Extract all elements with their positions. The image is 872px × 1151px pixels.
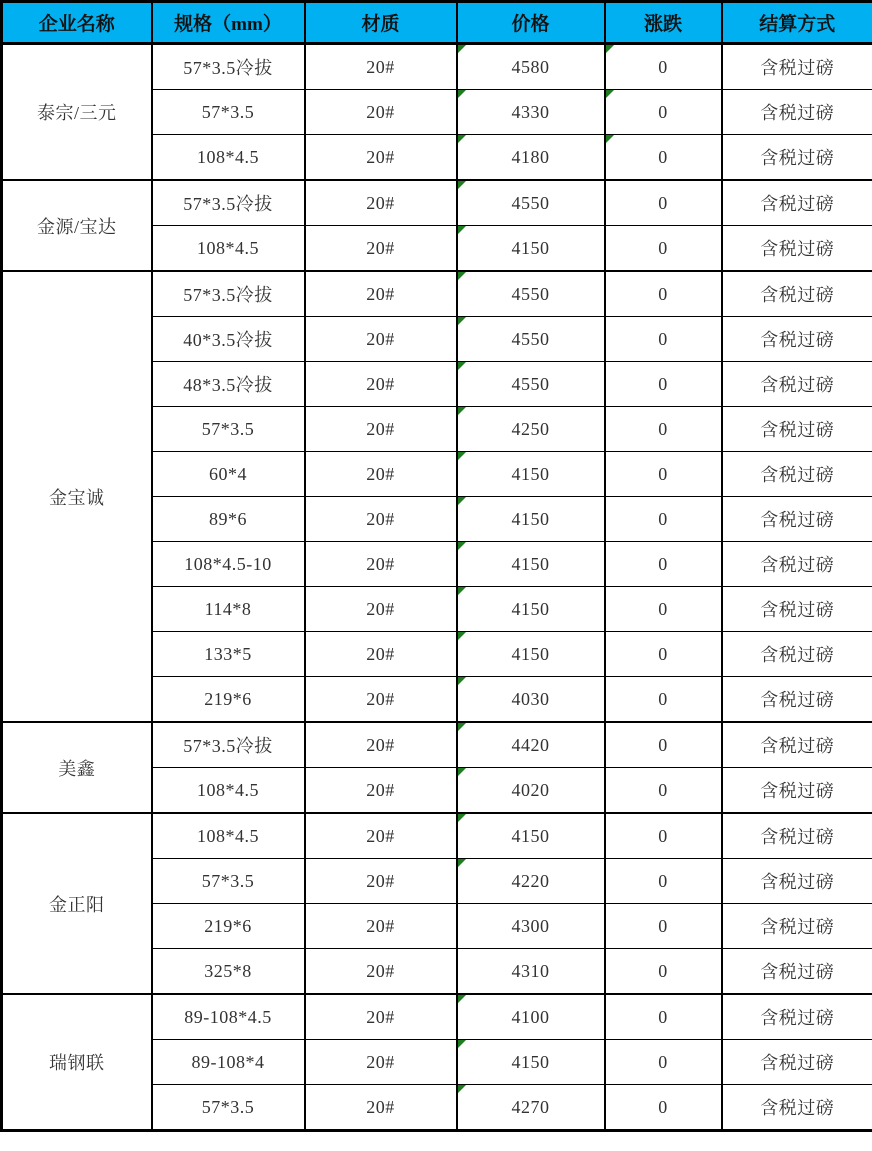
material-cell	[305, 452, 457, 497]
settlement-cell-text: 含税过磅	[760, 962, 835, 982]
settlement-cell-text: 含税过磅	[760, 917, 835, 937]
settlement-cell	[722, 722, 872, 768]
price-cell-text: 4550	[511, 328, 550, 349]
settlement-cell	[722, 949, 872, 995]
spec-cell	[152, 135, 305, 181]
settlement-cell-text: 含税过磅	[760, 645, 835, 665]
settlement-cell	[722, 317, 872, 362]
change-cell	[605, 722, 722, 768]
company-cell	[2, 44, 152, 181]
spec-cell-text: 57*3.5	[201, 418, 255, 439]
spec-cell	[152, 180, 305, 226]
settlement-cell-text: 含税过磅	[760, 465, 835, 485]
price-cell	[457, 949, 605, 995]
spec-cell-text: 57*3.5	[201, 101, 255, 122]
price-cell	[457, 904, 605, 949]
material-cell	[305, 362, 457, 407]
price-cell-text: 4300	[511, 915, 550, 936]
material-cell	[305, 949, 457, 995]
change-cell-text: 0	[658, 598, 668, 619]
material-cell-text: 20#	[366, 1006, 395, 1027]
material-cell-text: 20#	[366, 688, 395, 709]
price-cell	[457, 542, 605, 587]
spec-cell	[152, 407, 305, 452]
change-cell	[605, 813, 722, 859]
settlement-cell	[722, 768, 872, 814]
change-cell	[605, 859, 722, 904]
material-cell	[305, 859, 457, 904]
price-cell-text: 4030	[511, 688, 550, 709]
spec-cell-text: 325*8	[204, 960, 252, 981]
table-row	[2, 180, 872, 226]
price-cell	[457, 632, 605, 677]
material-cell	[305, 180, 457, 226]
change-cell	[605, 497, 722, 542]
error-flag-triangle-icon	[458, 317, 466, 325]
settlement-cell	[722, 813, 872, 859]
error-flag-triangle-icon	[458, 362, 466, 370]
price-cell	[457, 135, 605, 181]
settlement-cell	[722, 452, 872, 497]
change-cell-text: 0	[658, 643, 668, 664]
change-cell-text: 0	[658, 870, 668, 891]
price-cell-text: 4580	[511, 56, 550, 77]
material-cell-text: 20#	[366, 56, 395, 77]
settlement-cell	[722, 859, 872, 904]
error-flag-triangle-icon	[458, 768, 466, 776]
change-cell	[605, 677, 722, 723]
settlement-cell-text: 含税过磅	[760, 690, 835, 710]
material-cell-text: 20#	[366, 101, 395, 122]
material-cell-text: 20#	[366, 1051, 395, 1072]
spec-cell-text: 133*5	[204, 643, 252, 664]
material-cell-text: 20#	[366, 779, 395, 800]
settlement-cell	[722, 677, 872, 723]
spec-cell	[152, 813, 305, 859]
spec-cell-text: 57*3.5	[201, 1096, 255, 1117]
price-cell	[457, 497, 605, 542]
spec-cell	[152, 994, 305, 1040]
material-cell	[305, 1040, 457, 1085]
material-cell-text: 20#	[366, 283, 395, 304]
change-cell-text: 0	[658, 283, 668, 304]
price-cell	[457, 1040, 605, 1085]
material-cell-text: 20#	[366, 825, 395, 846]
settlement-cell	[722, 226, 872, 272]
settlement-cell-text: 含税过磅	[760, 239, 835, 259]
material-cell	[305, 407, 457, 452]
settlement-cell-text: 含税过磅	[760, 555, 835, 575]
table-row	[2, 994, 872, 1040]
company-name: 金正阳	[49, 894, 105, 915]
spec-cell-text: 108*4.5	[197, 146, 259, 167]
spec-cell	[152, 859, 305, 904]
material-cell	[305, 135, 457, 181]
company-name: 瑞钢联	[49, 1053, 105, 1073]
change-cell	[605, 362, 722, 407]
settlement-cell-text: 含税过磅	[760, 600, 835, 620]
price-cell	[457, 407, 605, 452]
company-cell	[2, 813, 152, 994]
spec-cell-text: 57*3.5	[201, 870, 255, 891]
change-cell-text: 0	[658, 373, 668, 394]
error-flag-triangle-icon	[458, 542, 466, 550]
error-flag-triangle-icon	[458, 272, 466, 280]
error-flag-triangle-icon	[458, 859, 466, 867]
material-cell	[305, 90, 457, 135]
settlement-cell	[722, 542, 872, 587]
table-row	[2, 722, 872, 768]
error-flag-triangle-icon	[458, 135, 466, 143]
table-row	[2, 271, 872, 317]
company-cell	[2, 271, 152, 722]
change-cell-text: 0	[658, 328, 668, 349]
price-cell-text: 4150	[511, 1051, 550, 1072]
change-cell-text: 0	[658, 101, 668, 122]
change-cell-text: 0	[658, 146, 668, 167]
material-cell-text: 20#	[366, 870, 395, 891]
price-cell-text: 4180	[511, 146, 550, 167]
change-cell-text: 0	[658, 1051, 668, 1072]
price-cell-text: 4150	[511, 643, 550, 664]
error-flag-triangle-icon	[458, 995, 466, 1003]
error-flag-triangle-icon	[458, 723, 466, 731]
price-cell-text: 4250	[511, 418, 550, 439]
spec-cell	[152, 362, 305, 407]
material-cell-text: 20#	[366, 192, 395, 213]
table-header	[2, 2, 872, 44]
material-cell-text: 20#	[366, 328, 395, 349]
change-cell-text: 0	[658, 553, 668, 574]
company-name: 泰宗/三元	[36, 103, 117, 123]
change-cell	[605, 271, 722, 317]
material-cell-text: 20#	[366, 237, 395, 258]
spec-cell	[152, 1040, 305, 1085]
change-cell-text: 0	[658, 960, 668, 981]
error-flag-triangle-icon	[458, 90, 466, 98]
header-material: 材质	[305, 2, 457, 44]
settlement-cell	[722, 1085, 872, 1131]
price-cell-text: 4270	[511, 1096, 550, 1117]
material-cell	[305, 542, 457, 587]
header-settlement: 结算方式	[722, 2, 872, 44]
settlement-cell	[722, 994, 872, 1040]
price-cell	[457, 44, 605, 90]
error-flag-triangle-icon	[458, 407, 466, 415]
spec-cell-text: 108*4.5	[197, 825, 259, 846]
change-cell-text: 0	[658, 418, 668, 439]
price-cell-text: 4550	[511, 373, 550, 394]
price-cell-text: 4150	[511, 598, 550, 619]
settlement-cell-text: 含税过磅	[760, 103, 835, 123]
error-flag-triangle-icon	[606, 45, 614, 53]
change-cell	[605, 407, 722, 452]
spec-cell-text: 89-108*4	[191, 1051, 265, 1072]
price-cell-text: 4220	[511, 870, 550, 891]
settlement-cell-text: 含税过磅	[760, 1008, 835, 1028]
header-company: 企业名称	[2, 2, 152, 44]
price-cell	[457, 452, 605, 497]
change-cell-text: 0	[658, 1006, 668, 1027]
price-cell	[457, 587, 605, 632]
price-cell-text: 4150	[511, 237, 550, 258]
settlement-cell-text: 含税过磅	[760, 736, 835, 756]
settlement-cell-text: 含税过磅	[760, 510, 835, 530]
header-price: 价格	[457, 2, 605, 44]
error-flag-triangle-icon	[458, 587, 466, 595]
change-cell-text: 0	[658, 688, 668, 709]
change-cell	[605, 542, 722, 587]
price-cell-text: 4150	[511, 553, 550, 574]
spec-cell	[152, 317, 305, 362]
settlement-cell	[722, 180, 872, 226]
material-cell	[305, 317, 457, 362]
spec-cell-text: 57*3.5冷拔	[183, 58, 273, 78]
change-cell-text: 0	[658, 734, 668, 755]
price-cell-text: 4550	[511, 192, 550, 213]
settlement-cell	[722, 632, 872, 677]
header-spec: 规格（mm）	[152, 2, 305, 44]
spec-cell	[152, 587, 305, 632]
material-cell	[305, 632, 457, 677]
table-row	[2, 44, 872, 90]
error-flag-triangle-icon	[606, 135, 614, 143]
change-cell-text: 0	[658, 192, 668, 213]
material-cell	[305, 226, 457, 272]
settlement-cell-text: 含税过磅	[760, 1098, 835, 1118]
change-cell	[605, 587, 722, 632]
spec-cell-text: 108*4.5	[197, 779, 259, 800]
spec-cell	[152, 542, 305, 587]
header-change: 涨跌	[605, 2, 722, 44]
settlement-cell	[722, 271, 872, 317]
change-cell-text: 0	[658, 825, 668, 846]
settlement-cell-text: 含税过磅	[760, 872, 835, 892]
settlement-cell	[722, 904, 872, 949]
price-cell	[457, 1085, 605, 1131]
settlement-cell-text: 含税过磅	[760, 1053, 835, 1073]
material-cell-text: 20#	[366, 643, 395, 664]
spec-cell-text: 108*4.5-10	[184, 553, 272, 574]
settlement-cell	[722, 587, 872, 632]
material-cell	[305, 271, 457, 317]
spec-cell-text: 40*3.5冷拔	[183, 330, 273, 350]
material-cell	[305, 44, 457, 90]
change-cell	[605, 949, 722, 995]
material-cell	[305, 994, 457, 1040]
change-cell	[605, 994, 722, 1040]
spec-cell-text: 219*6	[204, 688, 252, 709]
price-cell	[457, 677, 605, 723]
price-cell	[457, 768, 605, 814]
material-cell-text: 20#	[366, 553, 395, 574]
spec-cell-text: 57*3.5冷拔	[183, 285, 273, 305]
error-flag-triangle-icon	[458, 677, 466, 685]
table-row	[2, 813, 872, 859]
material-cell-text: 20#	[366, 146, 395, 167]
spec-cell	[152, 677, 305, 723]
price-cell-text: 4310	[511, 960, 550, 981]
spec-cell-text: 89*6	[209, 508, 247, 529]
settlement-cell-text: 含税过磅	[760, 148, 835, 168]
error-flag-triangle-icon	[458, 1040, 466, 1048]
material-cell-text: 20#	[366, 373, 395, 394]
price-cell-text: 4150	[511, 463, 550, 484]
spec-cell	[152, 497, 305, 542]
error-flag-triangle-icon	[458, 814, 466, 822]
settlement-cell-text: 含税过磅	[760, 420, 835, 440]
material-cell-text: 20#	[366, 960, 395, 981]
settlement-cell-text: 含税过磅	[760, 781, 835, 801]
price-cell-text: 4150	[511, 825, 550, 846]
spec-cell	[152, 226, 305, 272]
change-cell	[605, 452, 722, 497]
material-cell	[305, 813, 457, 859]
spec-cell-text: 57*3.5冷拔	[183, 194, 273, 214]
change-cell	[605, 317, 722, 362]
settlement-cell	[722, 44, 872, 90]
material-cell	[305, 722, 457, 768]
change-cell-text: 0	[658, 463, 668, 484]
price-cell	[457, 271, 605, 317]
company-name: 金源/宝达	[36, 216, 117, 237]
company-cell	[2, 994, 152, 1131]
spec-cell-text: 57*3.5冷拔	[183, 736, 273, 756]
error-flag-triangle-icon	[458, 1085, 466, 1093]
price-cell	[457, 722, 605, 768]
error-flag-triangle-icon	[458, 497, 466, 505]
price-cell-text: 4330	[511, 101, 550, 122]
price-cell	[457, 994, 605, 1040]
spec-cell	[152, 904, 305, 949]
material-cell	[305, 587, 457, 632]
spec-cell-text: 114*8	[204, 598, 252, 619]
price-cell	[457, 859, 605, 904]
price-cell	[457, 813, 605, 859]
company-cell	[2, 180, 152, 271]
spec-cell	[152, 44, 305, 90]
change-cell-text: 0	[658, 779, 668, 800]
settlement-cell	[722, 407, 872, 452]
material-cell-text: 20#	[366, 598, 395, 619]
error-flag-triangle-icon	[458, 632, 466, 640]
spec-cell	[152, 722, 305, 768]
change-cell	[605, 1040, 722, 1085]
price-cell	[457, 226, 605, 272]
material-cell-text: 20#	[366, 508, 395, 529]
change-cell	[605, 180, 722, 226]
header-row	[2, 2, 872, 44]
material-cell	[305, 677, 457, 723]
spec-cell-text: 60*4	[209, 463, 247, 484]
change-cell-text: 0	[658, 915, 668, 936]
company-cell	[2, 722, 152, 813]
material-cell	[305, 497, 457, 542]
settlement-cell	[722, 362, 872, 407]
price-cell-text: 4420	[511, 734, 550, 755]
spec-cell	[152, 949, 305, 995]
spec-cell	[152, 90, 305, 135]
spec-cell-text: 89-108*4.5	[184, 1006, 272, 1027]
settlement-cell-text: 含税过磅	[760, 827, 835, 847]
error-flag-triangle-icon	[458, 226, 466, 234]
change-cell-text: 0	[658, 508, 668, 529]
price-cell-text: 4550	[511, 283, 550, 304]
change-cell	[605, 90, 722, 135]
company-name: 金宝诚	[49, 487, 105, 508]
company-name: 美鑫	[58, 758, 96, 779]
settlement-cell	[722, 497, 872, 542]
material-cell	[305, 1085, 457, 1131]
spec-cell	[152, 452, 305, 497]
material-cell-text: 20#	[366, 418, 395, 439]
material-cell-text: 20#	[366, 463, 395, 484]
settlement-cell-text: 含税过磅	[760, 58, 835, 78]
settlement-cell-text: 含税过磅	[760, 375, 835, 395]
change-cell	[605, 768, 722, 814]
settlement-cell	[722, 90, 872, 135]
price-cell-text: 4100	[511, 1006, 550, 1027]
settlement-cell-text: 含税过磅	[760, 194, 835, 214]
change-cell	[605, 632, 722, 677]
change-cell	[605, 1085, 722, 1131]
change-cell-text: 0	[658, 237, 668, 258]
material-cell	[305, 768, 457, 814]
spec-cell	[152, 632, 305, 677]
material-cell-text: 20#	[366, 915, 395, 936]
price-cell	[457, 90, 605, 135]
price-cell-text: 4020	[511, 779, 550, 800]
change-cell	[605, 135, 722, 181]
settlement-cell-text: 含税过磅	[760, 330, 835, 350]
change-cell-text: 0	[658, 1096, 668, 1117]
change-cell-text: 0	[658, 56, 668, 77]
spec-cell	[152, 768, 305, 814]
settlement-cell	[722, 1040, 872, 1085]
table-body	[2, 44, 872, 1131]
error-flag-triangle-icon	[458, 452, 466, 460]
material-cell-text: 20#	[366, 734, 395, 755]
spec-cell	[152, 271, 305, 317]
spec-cell-text: 48*3.5冷拔	[183, 375, 273, 395]
material-cell-text: 20#	[366, 1096, 395, 1117]
price-cell	[457, 180, 605, 226]
error-flag-triangle-icon	[606, 90, 614, 98]
settlement-cell-text: 含税过磅	[760, 285, 835, 305]
change-cell	[605, 44, 722, 90]
change-cell	[605, 904, 722, 949]
spec-cell-text: 219*6	[204, 915, 252, 936]
spec-cell-text: 108*4.5	[197, 237, 259, 258]
spec-cell	[152, 1085, 305, 1131]
error-flag-triangle-icon	[458, 181, 466, 189]
price-cell	[457, 362, 605, 407]
price-cell-text: 4150	[511, 508, 550, 529]
price-cell	[457, 317, 605, 362]
material-cell	[305, 904, 457, 949]
error-flag-triangle-icon	[458, 45, 466, 53]
settlement-cell	[722, 135, 872, 181]
change-cell	[605, 226, 722, 272]
